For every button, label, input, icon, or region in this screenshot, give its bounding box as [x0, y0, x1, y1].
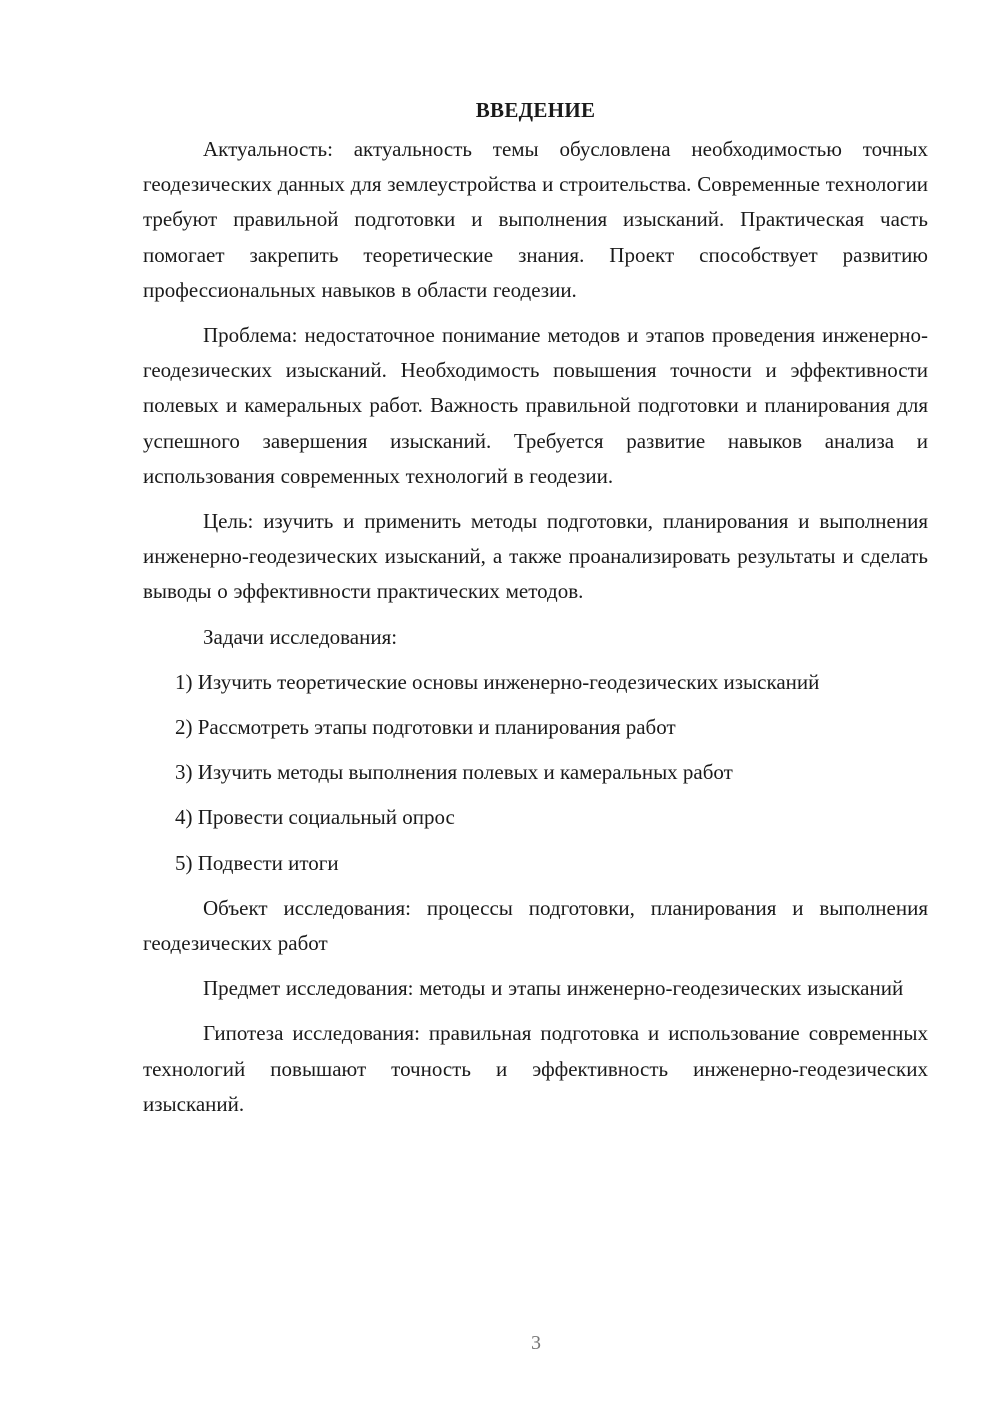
task-list [143, 665, 928, 881]
paragraph-goal: Цель: изучить и применить методы подготовки, планирования и выполнения инженерно-геодезических изысканий, а также проанализировать результаты и сделать выводы о эффективности практических методов. [143, 509, 928, 604]
paragraph-hypothesis: Гипотеза исследования: правильная подготовка и использование современных технологий повышают точность и эффективность инженерно-геодезических изысканий. [143, 1021, 928, 1116]
page-number: 3 [531, 1332, 541, 1354]
paragraph-object: Объект исследования: процессы подготовки, планирования и выполнения геодезических работ [143, 895, 928, 956]
document-page [143, 92, 928, 1132]
task-item-1: 1) Изучить теоретические основы инженерно-геодезических изысканий [175, 669, 820, 694]
task-item-2: 2) Рассмотреть этапы подготовки и планирования работ [175, 715, 676, 740]
task-item-3: 3) Изучить методы выполнения полевых и камеральных работ [175, 760, 733, 785]
paragraph-relevance: Актуальность: актуальность темы обусловлена необходимостью точных геодезических данных для землеустройства и строительства. Современные технологии требуют правильной подготовки и выполнения изысканий. Практическая часть помогает закрепить теоретические знания. Проект способствует развитию профессиональных навыков в области геодезии. [143, 137, 928, 302]
paragraph-subject: Предмет исследования: методы и этапы инженерно-геодезических изысканий [203, 976, 904, 1001]
paragraph-problem: Проблема: недостаточное понимание методов и этапов проведения инженерно-геодезических изысканий. Необходимость повышения точности и эффективности полевых и камеральных работ. Важность правильной подготовки и планирования для успешного завершения изысканий. Требуется развитие навыков анализа и использования современных технологий в геодезии. [143, 323, 928, 488]
task-item-5: 5) Подвести итоги [175, 850, 339, 875]
task-item-4: 4) Провести социальный опрос [175, 805, 455, 830]
paragraph-tasks-heading: Задачи исследования: [203, 624, 398, 649]
page-title: ВВЕДЕНИЕ [475, 98, 596, 122]
